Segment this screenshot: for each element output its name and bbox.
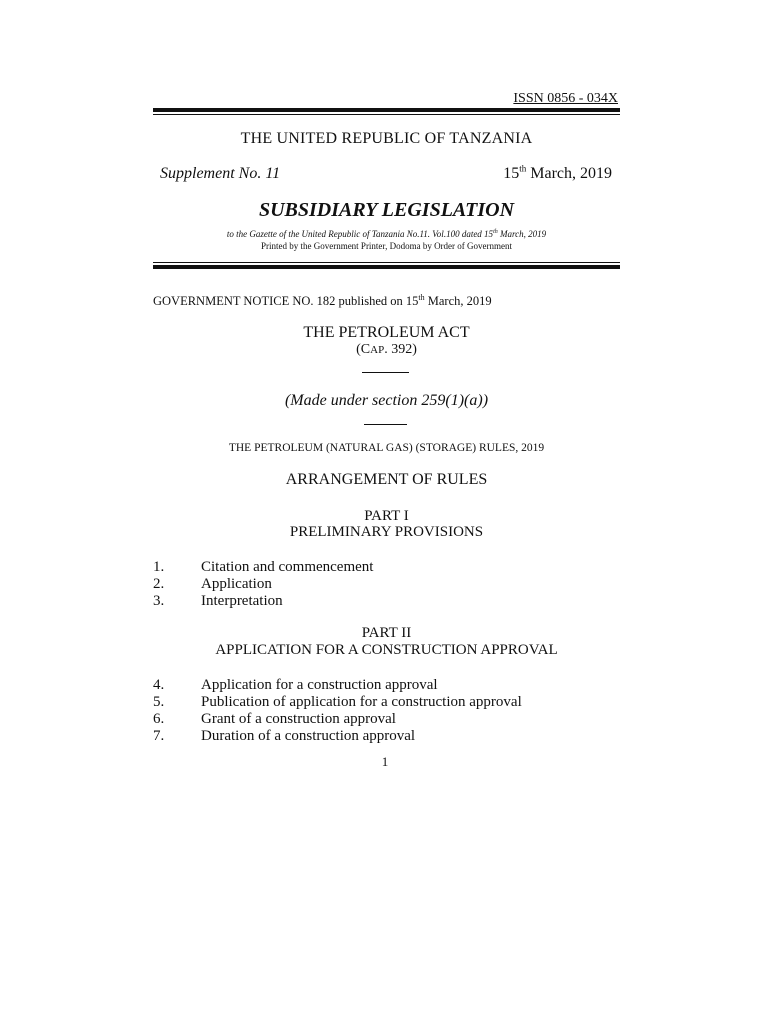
printer-line: Printed by the Government Printer, Dodoma by Order of Government: [260, 241, 513, 251]
list-item: 5. Publication of application for a construction approval: [153, 694, 522, 710]
supplement-date: 15th March, 2019: [503, 163, 612, 182]
part-2-label: PART II: [361, 625, 412, 641]
act-chapter: (CAP. 392): [356, 342, 417, 357]
page-number: 1: [381, 754, 389, 769]
separator-dash: [362, 372, 409, 373]
government-notice: GOVERNMENT NOTICE NO. 182 published on 15th March, 2019: [153, 292, 492, 308]
list-item: 2. Application: [153, 576, 272, 592]
act-title: THE PETROLEUM ACT: [303, 324, 470, 341]
list-item: 1. Citation and commencement: [153, 559, 374, 575]
separator-dash: [364, 424, 407, 425]
made-under-clause: (Made under section 259(1)(a)): [284, 392, 489, 409]
part-1-label: PART I: [364, 508, 409, 524]
part-1-title: PRELIMINARY PROVISIONS: [289, 524, 484, 540]
header-rule-thick: [153, 265, 620, 269]
header-rule-thin: [153, 262, 620, 263]
rules-title: THE PETROLEUM (NATURAL GAS) (STORAGE) RULES, 2019: [228, 442, 545, 454]
issn-number: ISSN 0856 - 034X: [513, 91, 618, 106]
list-item: 3. Interpretation: [153, 593, 283, 609]
republic-heading: THE UNITED REPUBLIC OF TANZANIA: [240, 130, 533, 147]
top-rule-thick: [153, 108, 620, 112]
gazette-reference: to the Gazette of the United Republic of Tanzania No.11. Vol.100 dated 15th March, 2019: [226, 229, 547, 239]
list-item: 6. Grant of a construction approval: [153, 711, 396, 727]
arrangement-heading: ARRANGEMENT OF RULES: [285, 471, 488, 488]
document-title: SUBSIDIARY LEGISLATION: [258, 199, 515, 221]
list-item: 7. Duration of a construction approval: [153, 728, 416, 744]
part-2-title: APPLICATION FOR A CONSTRUCTION APPROVAL: [215, 642, 558, 658]
supplement-number: Supplement No. 11: [160, 165, 281, 182]
top-rule-thin: [153, 114, 620, 115]
list-item: 4. Application for a construction approval: [153, 677, 438, 693]
